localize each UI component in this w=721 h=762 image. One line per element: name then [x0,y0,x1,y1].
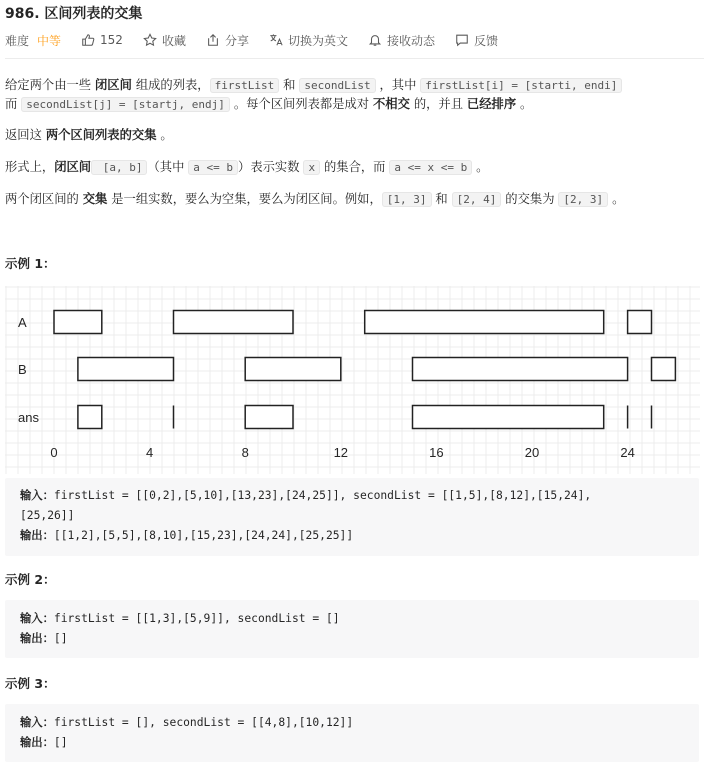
interval-diagram [5,286,700,474]
share-button[interactable] [206,32,249,49]
input-label: 输入： [20,612,54,625]
text: 的，并且 [409,97,467,111]
difficulty [5,32,61,49]
switch-language-label: 切换为英文 [287,33,348,48]
interval-bar [245,358,341,381]
output-value: [] [53,736,68,749]
interval-bar [413,358,628,381]
text: 的集合，而 [320,160,390,174]
row-label-B: B [18,362,27,377]
text: 和 [279,78,300,92]
input-value: firstList = [], secondList = [[4,8],[10,12]] [53,716,354,729]
x-tick-label: 16 [429,445,444,460]
emphasis: 不相交 [373,97,410,111]
input-label: 输入： [20,489,54,502]
text: ，其中 [375,78,421,92]
output-label: 输出： [20,632,54,645]
description-line-3 [5,126,173,145]
x-tick-label: 12 [333,445,349,460]
output-label: 输出： [20,736,54,749]
x-tick-label: 0 [50,445,58,460]
text: 。 [516,97,533,111]
notify-label: 接收动态 [386,33,435,48]
difficulty-label: 难度 [5,33,30,48]
text: 给定两个由一些 [5,78,95,92]
input-value: firstList = [[1,3],[5,9]], secondList = [] [53,612,340,625]
input-label: 输入： [20,716,54,729]
interval-bar [652,358,676,381]
header-divider [5,58,704,59]
text: 而 [5,97,22,111]
emphasis: 交集 [82,192,108,206]
share-label: 分享 [224,33,249,48]
translate-icon [269,33,283,47]
inline-code: a <= x <= b [389,160,472,175]
inline-code: secondList [299,78,375,93]
feedback-label: 反馈 [474,33,499,48]
feedback-button[interactable] [455,32,498,49]
interval-bar [78,358,174,381]
inline-code: firstList [210,78,280,93]
favorite-button[interactable] [143,32,186,49]
text: 形式上， [5,160,55,174]
example-3-box [5,704,699,762]
problem-title: 986. 区间列表的交集 [5,6,143,22]
interval-bar [628,311,652,334]
emphasis: 闭区间 [95,78,132,92]
text: 是一组实数，要么为空集，要么为闭区间。例如， [107,192,382,206]
text: 返回这 [5,128,46,142]
example-2-title: 示例 2： [5,572,56,587]
interval-bar [54,311,102,334]
inline-code: [a, b] [91,160,147,175]
inline-code: a <= b [188,160,238,175]
inline-code: firstList[i] = [starti, endi] [420,78,622,93]
emphasis: 闭区间 [54,160,92,174]
interval-bar [413,406,604,429]
text: ）表示实数 [238,160,304,174]
interval-bar [78,406,102,429]
text: 。每个区间列表都是成对 [229,97,373,111]
emphasis: 两个区间列表的交集 [45,128,157,142]
row-label-ans: ans [18,410,39,425]
notify-button[interactable] [368,32,435,49]
share-icon [206,33,220,47]
star-icon [143,33,157,47]
like-count: 152 [100,33,123,47]
description-line-4 [5,158,488,177]
output-value: [[1,2],[5,5],[8,10],[15,23],[24,24],[25,25]] [53,529,354,542]
example-3-title: 示例 3： [5,676,56,691]
inline-code: [1, 3] [382,192,432,207]
text: 。 [608,192,625,206]
difficulty-level: 中等 [37,33,62,48]
example-1-box [5,478,699,556]
interval-bar [174,311,294,334]
text: 两个闭区间的 [5,192,83,206]
input-value-continued: [25,26]] [20,509,75,522]
inline-code: [2, 4] [452,192,502,207]
row-label-A: A [18,315,27,330]
problem-meta-bar [5,31,518,49]
text: 组成的列表， [131,78,210,92]
example-2-box [5,600,699,658]
output-label: 输出： [20,529,54,542]
text: 的交集为 [501,192,559,206]
text: 。 [472,160,489,174]
description-line-2 [5,95,532,114]
inline-code: [2, 3] [558,192,608,207]
example-1-title: 示例 1： [5,256,56,271]
like-button[interactable] [81,33,123,47]
description-line-5 [5,190,624,209]
thumbs-up-icon [81,33,95,47]
interval-bar [245,406,293,429]
inline-code: secondList[j] = [startj, endj] [21,97,230,112]
favorite-label: 收藏 [161,33,186,48]
x-tick-label: 4 [145,445,154,460]
x-tick-label: 24 [620,445,635,460]
interval-bar [365,311,604,334]
emphasis: 已经排序 [466,97,517,111]
feedback-icon [455,33,469,47]
x-tick-label: 20 [524,445,540,460]
switch-language-button[interactable] [269,32,348,49]
bell-icon [368,33,382,47]
text: （其中 [147,160,189,174]
text: 和 [431,192,452,206]
inline-code: x [303,160,320,175]
output-value: [] [53,632,68,645]
x-tick-label: 8 [241,445,249,460]
input-value: firstList = [[0,2],[5,10],[13,23],[24,25]], secondList = [[1,5],[8,12],[15,24], [53,489,592,502]
text: 。 [156,128,173,142]
description-line-1 [5,76,622,95]
